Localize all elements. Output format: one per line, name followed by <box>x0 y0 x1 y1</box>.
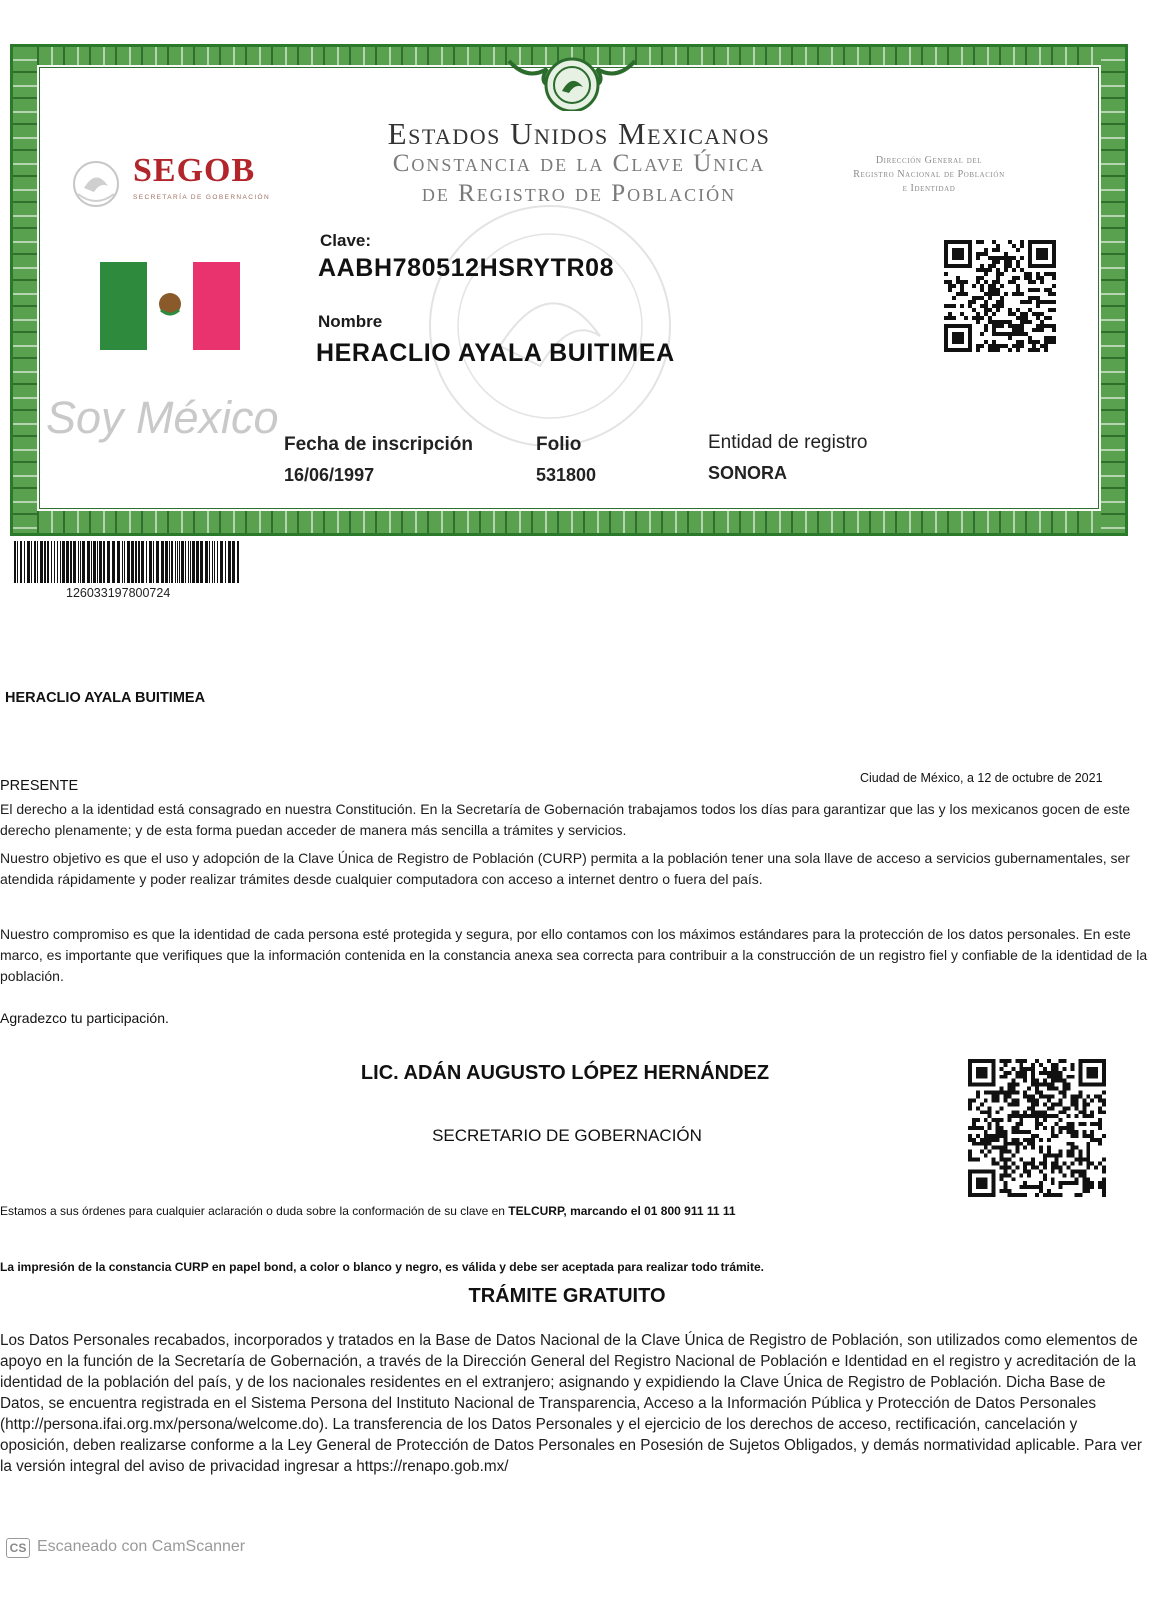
qr-code-certificate <box>944 240 1060 352</box>
signer-name: LIC. ADÁN AUGUSTO LÓPEZ HERNÁNDEZ <box>360 1062 770 1084</box>
document-title-line2: de Registro de Población <box>421 180 737 207</box>
folio-value: 531800 <box>536 465 597 485</box>
country-title: Estados Unidos Mexicanos <box>387 116 771 151</box>
watermark-seal-icon <box>380 196 720 446</box>
dgrnpi-line3: e Identidad <box>902 183 956 194</box>
validity-notice: La impresión de la constancia CURP en papel bond, a color o blanco y negro, es válida y debe ser aceptada para realizar todo trámite. <box>0 1260 765 1274</box>
soy-mexico-slogan: Soy México <box>46 392 279 443</box>
camscanner-caption: Escaneado con CamScanner <box>37 1538 246 1555</box>
letter-recipient: HERACLIO AYALA BUITIMEA <box>5 690 206 706</box>
barcode-number: 126033197800724 <box>66 586 171 600</box>
segob-shield-icon <box>68 158 124 210</box>
contact-text: Estamos a sus órdenes para cualquier aclaración o duda sobre la conformación de su clave en <box>0 1204 509 1218</box>
nombre-label: Nombre <box>318 312 383 331</box>
letter-thanks: Agradezco tu participación. <box>0 1010 169 1026</box>
place-date: Ciudad de México, a 12 de octubre de 2021 <box>860 771 1103 785</box>
camscanner-badge: CS <box>6 1538 30 1558</box>
entidad-registro-label: Entidad de registro <box>708 432 868 453</box>
document-title-line1: Constancia de la Clave Única <box>392 150 766 177</box>
entidad-registro-value: SONORA <box>708 463 788 483</box>
tramite-gratuito: TRÁMITE GRATUITO <box>468 1285 666 1307</box>
mexican-flag-icon <box>100 262 240 350</box>
letter-paragraph-2: Nuestro objetivo es que el uso y adopción de la Clave Única de Registro de Población (CURP) permita a la población tener una sola llave de acceso a servicios gubernamentales, ser atendida rápidamente y poder realizar trámites desde cualquier computadora con acceso a internet dentro o fuera del país. <box>0 850 1130 887</box>
privacy-notice: Los Datos Personales recabados, incorporados y tratados en la Base de Datos Nacional de la Clave Única de Registro de Población, son utilizados como elementos de apoyo en la función de la Secretaría de Gobernación, a través de la Dirección General del Registro Nacional de Población e Identidad en el registro y acreditación de la identidad de la población del país, y de los nacionales residentes en el extranjero; asignando y expidiendo la Clave Única de Registro de Población. Dicha Base de Datos, se encuentra registrada en el Sistema Persona del Instituto Nacional de Transparencia, Acceso a la Información Pública y Protección de Datos Personales (http://persona.ifai.org.mx/persona/welcome.do). La transferencia de los Datos Personales y el ejercicio de los derechos de acceso, rectificación, cancelación y oposición, deben realizarse conforme a la Ley General de Protección de Datos Personales en Posesión de Sujetos Obligados, y demás normatividad aplicable. Para ver la versión integral del aviso de privacidad ingresar a https://renapo.gob.mx/ <box>0 1332 1142 1475</box>
folio-label: Folio <box>536 434 582 455</box>
fecha-inscripcion-label: Fecha de inscripción <box>284 434 473 455</box>
clave-value: AABH780512HSRYTR08 <box>318 254 615 282</box>
letter-paragraph-3: Nuestro compromiso es que la identidad de cada persona esté protegida y segura, por ello contamos con los máximos estándares para la protección de los datos personales. En este marco, es importante que verifiques que la información contenida en la constancia anexa sea correcta para contribuir a la construcción de un registro fiel y confiable de la identidad de la población. <box>0 926 1148 984</box>
frame-band-bottom <box>13 511 1125 533</box>
signer-title: SECRETARIO DE GOBERNACIÓN <box>432 1126 702 1145</box>
letter-paragraph-1: El derecho a la identidad está consagrado en nuestra Constitución. En la Secretaría de Gobernación trabajamos todos los días para garantizar que las y los mexicanos gocen de este derecho plenamente; y de esta forma puedan acceder de manera más sencilla a trámites y servicios. <box>0 801 1131 838</box>
barcode <box>14 541 242 583</box>
segob-logo-subtitle: SECRETARÍA DE GOBERNACIÓN <box>133 194 271 201</box>
dgrnpi-line1: Dirección General del <box>875 155 983 166</box>
segob-logo-text: SEGOB <box>133 152 256 189</box>
nombre-value: HERACLIO AYALA BUITIMEA <box>316 339 675 367</box>
telcurp-phone: TELCURP, marcando el 01 800 911 11 11 <box>508 1204 736 1218</box>
dgrnpi-line2: Registro Nacional de Población <box>853 169 1005 180</box>
contact-line <box>0 1204 736 1218</box>
national-seal-icon <box>507 51 637 111</box>
fecha-inscripcion-value: 16/06/1997 <box>284 465 375 485</box>
qr-code-letter <box>968 1058 1106 1198</box>
presente-label: PRESENTE <box>0 778 79 794</box>
clave-label: Clave: <box>320 231 372 250</box>
